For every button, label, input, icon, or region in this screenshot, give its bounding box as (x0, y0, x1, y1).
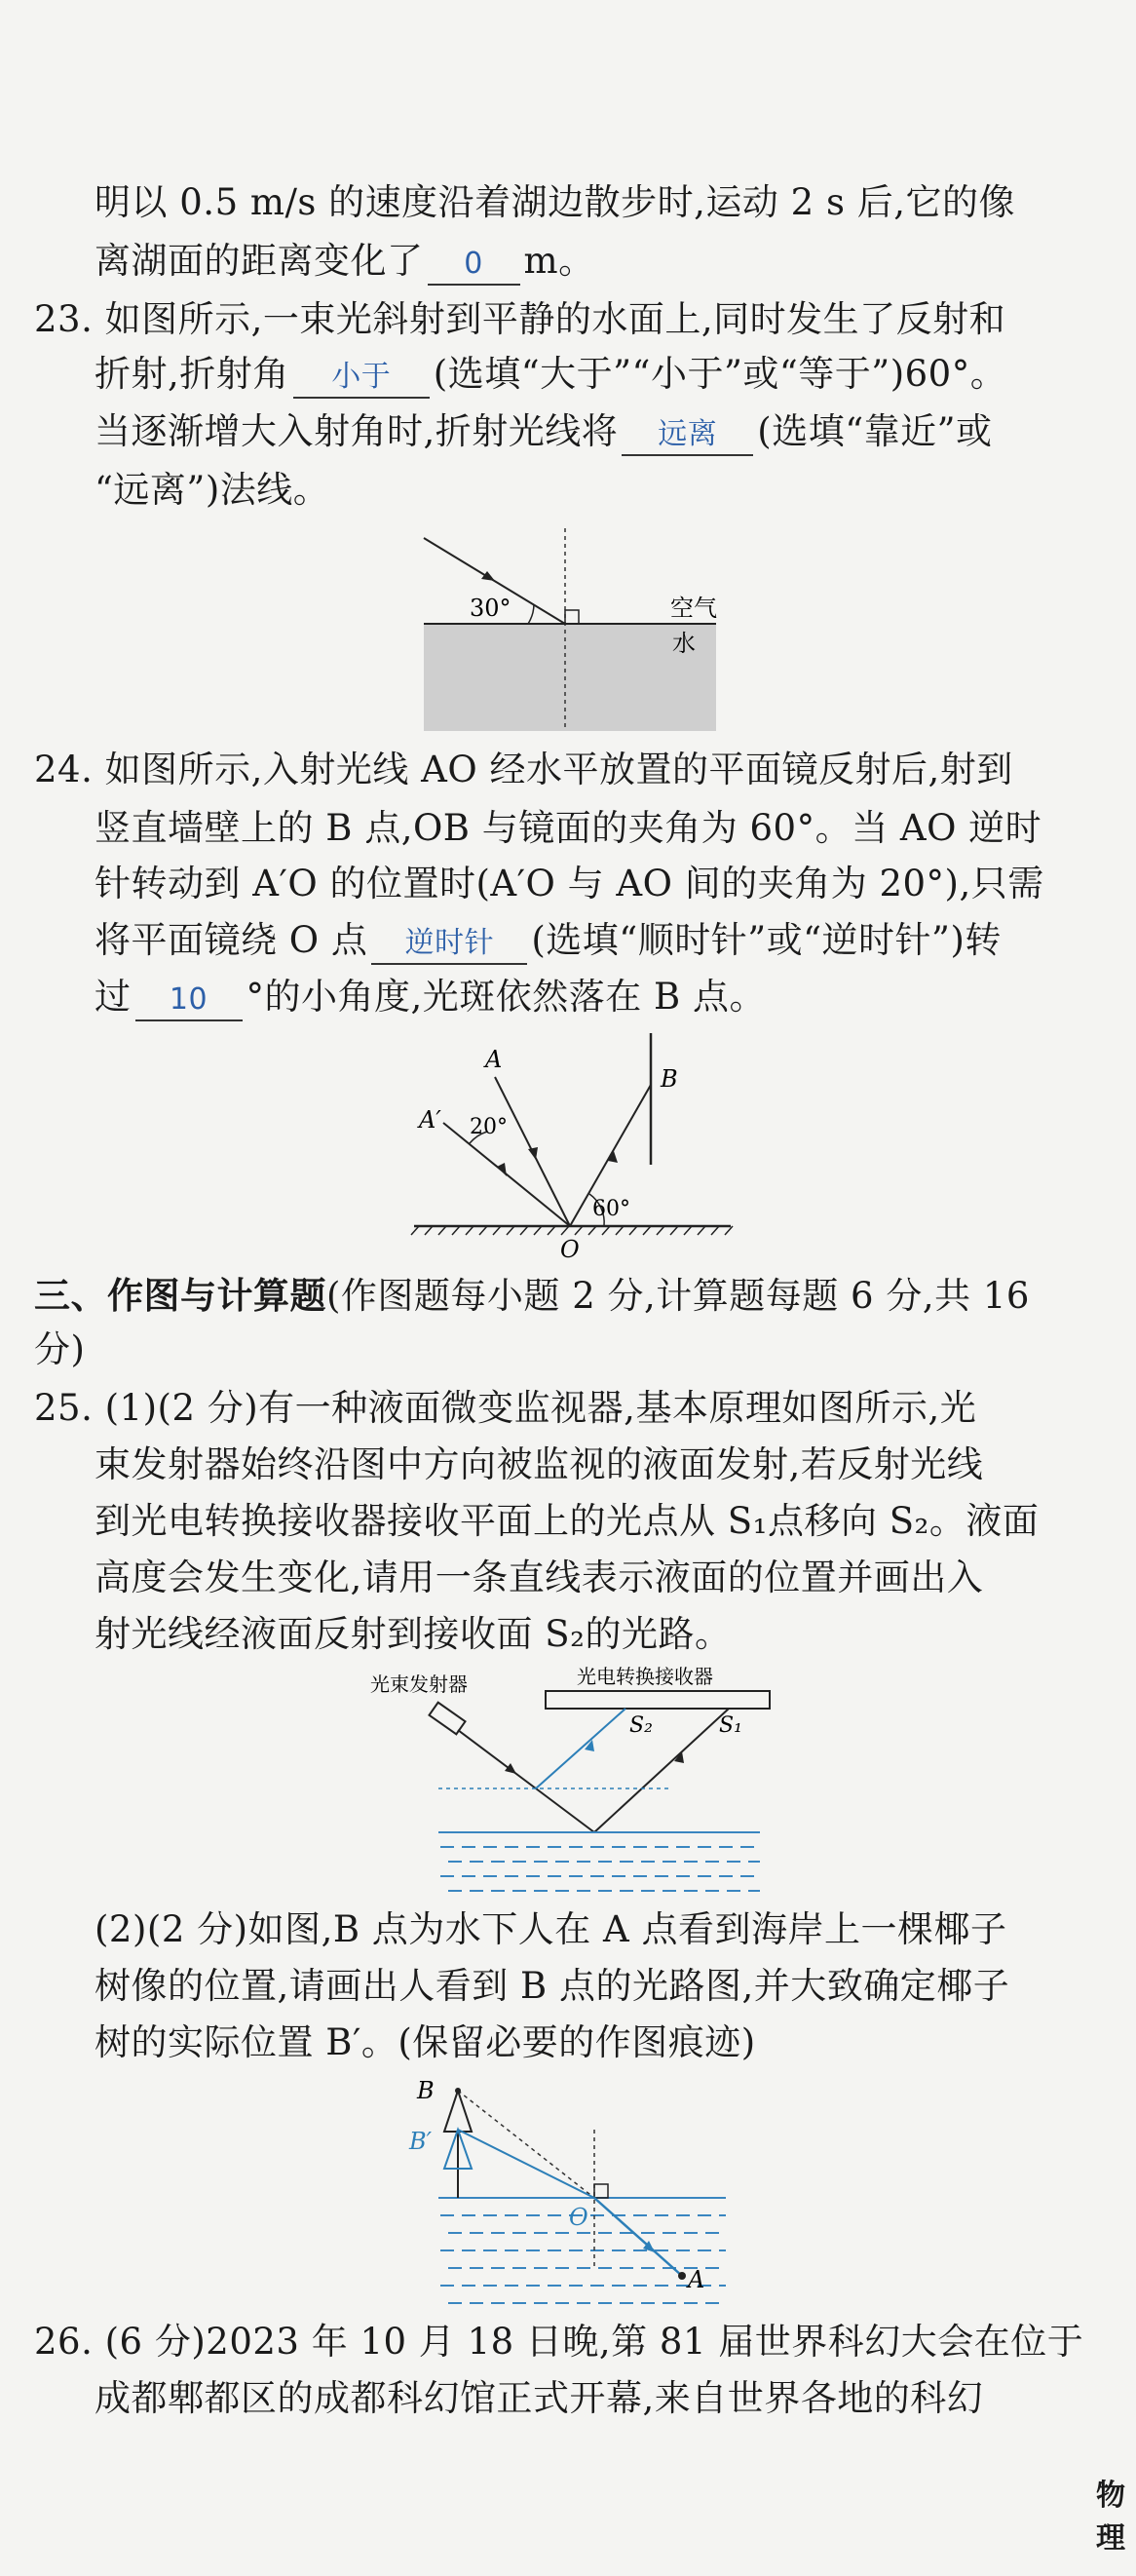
water-label: 水 (672, 630, 696, 657)
q22-answer: 0 (428, 245, 520, 286)
section-3-heading (34, 1272, 1030, 1321)
q25-line-5: 射光线经液面反射到接收面 S₂的光路。 (95, 1613, 732, 1655)
q24-line-1: 24. 如图所示,入射光线 AO 经水平放置的平面镜反射后,射到 (34, 749, 1013, 790)
q23-answer-1: 小于 (293, 358, 430, 399)
q25-figure-2 (399, 2071, 731, 2315)
q25-p2-line-2: 树像的位置,请画出人看到 B 点的光路图,并大致确定椰子 (95, 1965, 1010, 2007)
label-S2: S₂ (629, 1713, 653, 1738)
q24-line-2: 竖直墙壁上的 B 点,OB 与镜面的夹角为 60°。当 AO 逆时 (95, 807, 1042, 849)
angle-arc (528, 604, 534, 624)
receiver-label: 光电转换接收器 (577, 1665, 713, 1688)
reflected-to-S2 (536, 1709, 625, 1788)
q23-line-3-post: (选填“靠近”或 (757, 410, 993, 452)
q24-line-4 (95, 916, 1002, 965)
q22-line-2-pre: 离湖面的距离变化了 (95, 240, 424, 282)
label-60: 60° (592, 1197, 630, 1221)
real-ray-B-prime-O (458, 2130, 594, 2198)
q23-line-2 (95, 350, 1006, 399)
q25-p2-line-1: (2)(2 分)如图,B 点为水下人在 A 点看到海岸上一棵椰子 (95, 1908, 1007, 1950)
footer-subject-mark: 物理 (1096, 2479, 1127, 2556)
mirror-hatching (411, 1226, 733, 1235)
q25-line-3: 到光电转换接收器接收平面上的光点从 S₁点移向 S₂。液面 (95, 1500, 1040, 1542)
label-B: B (661, 1065, 678, 1093)
q24-line-5 (95, 973, 766, 1021)
q22-line-2 (95, 237, 595, 286)
label-S1: S₁ (719, 1713, 742, 1738)
reflected-to-S1 (594, 1709, 729, 1832)
point-B (455, 2088, 461, 2094)
right-angle-mark (565, 610, 579, 624)
q23-line-4: “远离”)法线。 (95, 469, 330, 511)
incident-beam-lower (536, 1788, 594, 1832)
q25-line-1: 25. (1)(2 分)有一种液面微变监视器,基本原理如图所示,光 (34, 1387, 977, 1429)
section-3-title: 三、作图与计算题 (34, 1275, 326, 1317)
tree-image-B (444, 2091, 472, 2132)
incident-arrow (505, 1763, 516, 1774)
label-20: 20° (470, 1115, 508, 1139)
section-3-note: (作图题每小题 2 分,计算题每题 6 分,共 16 (326, 1275, 1030, 1317)
q22-line-1: 明以 0.5 m/s 的速度沿着湖边散步时,运动 2 s 后,它的像 (95, 181, 1015, 223)
q23-line-3-pre: 当逐渐增大入射角时,折射光线将 (95, 410, 619, 452)
ray-A-prime-arrow (497, 1163, 507, 1176)
label-A: A (688, 2266, 705, 2293)
label-B: B (417, 2077, 435, 2104)
q25-p2-line-3: 树的实际位置 B′。(保留必要的作图痕迹) (95, 2021, 756, 2063)
right-angle-mark (594, 2184, 608, 2198)
q26-line-1: 26. (6 分)2023 年 10 月 18 日晚,第 81 届世界科幻大会在位于 (34, 2321, 1084, 2363)
label-B-prime: B′ (409, 2128, 433, 2155)
section-3-note-2: 分) (34, 1328, 86, 1370)
q25-figure-1 (360, 1662, 789, 1896)
emitter-label: 光束发射器 (370, 1672, 468, 1696)
label-A: A (485, 1046, 503, 1073)
air-label: 空气 (670, 595, 717, 622)
q23-line-2-pre: 折射,折射角 (95, 353, 289, 395)
q24-answer-2: 10 (135, 980, 243, 1021)
incident-beam (458, 1730, 536, 1788)
q24-line-3: 针转动到 A′O 的位置时(A′O 与 AO 间的夹角为 20°),只需 (95, 863, 1044, 904)
q26-line-2: 成都郫都区的成都科幻馆正式开幕,来自世界各地的科幻 (95, 2377, 984, 2419)
q25-line-4: 高度会发生变化,请用一条直线表示液面的位置并画出入 (95, 1557, 984, 1598)
q24-line-5-post: °的小角度,光斑依然落在 B 点。 (246, 976, 766, 1018)
ray-arrow (481, 571, 495, 581)
label-O: O (569, 2204, 588, 2231)
q24-figure (409, 1028, 740, 1267)
q24-line-4-pre: 将平面镜绕 O 点 (95, 919, 368, 961)
q25-line-2: 束发射器始终沿图中方向被监视的液面发射,若反射光线 (95, 1443, 984, 1485)
q22-line-2-post: m。 (523, 240, 595, 282)
q23-answer-2: 远离 (622, 415, 753, 456)
label-O: O (560, 1236, 580, 1263)
q23-line-3 (95, 407, 993, 456)
angle-30-label: 30° (470, 595, 511, 622)
q24-line-4-post: (选填“顺时针”或“逆时针”)转 (531, 919, 1002, 961)
emitter-body (429, 1703, 465, 1735)
q23-figure (409, 526, 740, 731)
point-A (678, 2272, 686, 2280)
q24-answer-1: 逆时针 (371, 924, 527, 965)
label-A-prime: A′ (419, 1106, 441, 1134)
virtual-ray-BA (458, 2091, 594, 2198)
liquid-dashes (440, 1847, 760, 1891)
refracted-ray-OA (594, 2198, 682, 2276)
q24-line-5-pre: 过 (95, 976, 132, 1018)
q23-line-1: 23. 如图所示,一束光斜射到平静的水面上,同时发生了反射和 (34, 298, 1006, 340)
receiver-plate (546, 1691, 770, 1709)
q23-line-2-post: (选填“大于”“小于”或“等于”)60°。 (433, 353, 1007, 395)
